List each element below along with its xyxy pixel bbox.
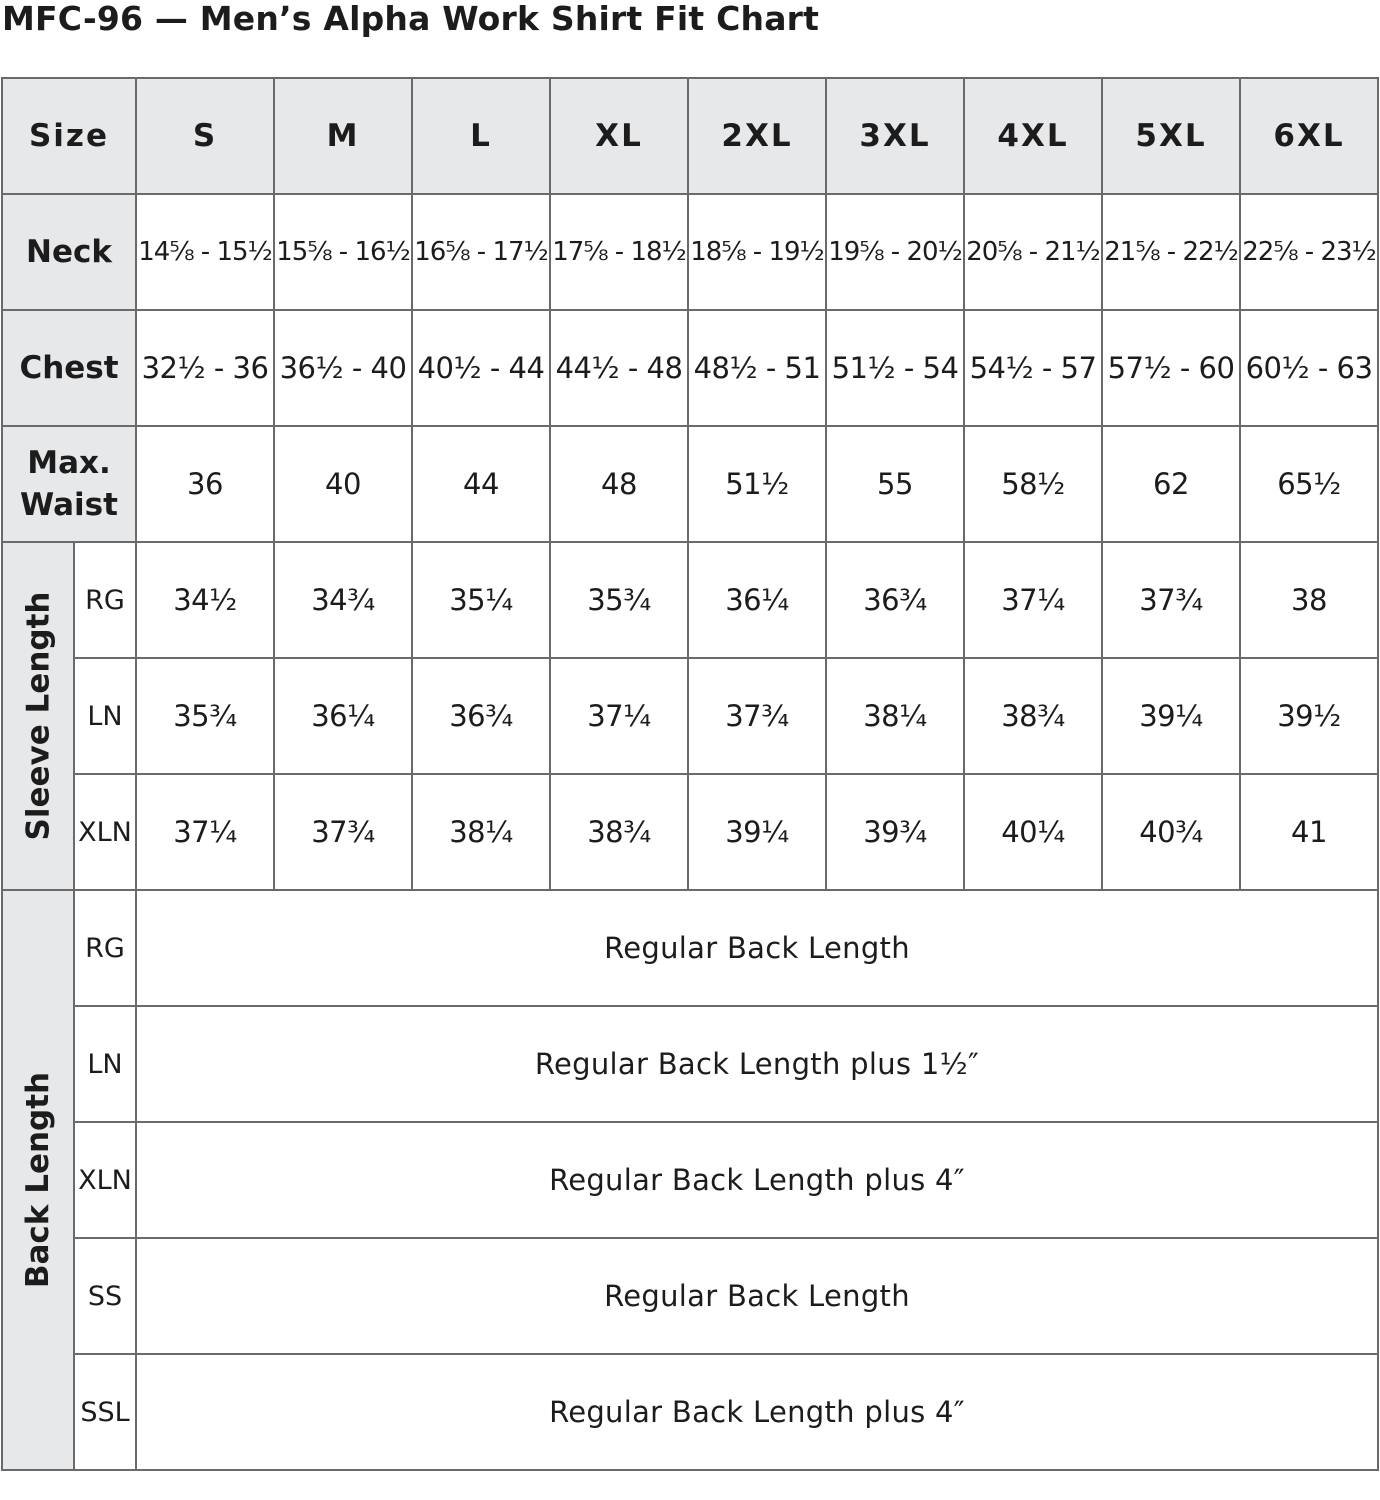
size-header-cell: S xyxy=(136,78,274,194)
size-header-cell: 3XL xyxy=(826,78,964,194)
size-header-cell: 2XL xyxy=(688,78,826,194)
sleeve-value-cell: 36¾ xyxy=(412,658,550,774)
sleeve-value-cell: 38 xyxy=(1240,542,1378,658)
waist-row xyxy=(2,426,1378,542)
sleeve-value-cell: 38¼ xyxy=(412,774,550,890)
chest-value-cell: 51½ - 54 xyxy=(826,310,964,426)
neck-value-cell: 14⅝ - 15½ xyxy=(136,194,274,310)
waist-value-cell: 36 xyxy=(136,426,274,542)
size-header-cell: XL xyxy=(550,78,688,194)
back-length-description: Regular Back Length plus 1½″ xyxy=(136,1006,1378,1122)
waist-label-line2: Waist xyxy=(20,487,118,523)
back-length-description: Regular Back Length plus 4″ xyxy=(136,1122,1378,1238)
back-row-ssl xyxy=(2,1354,1378,1470)
waist-row-label xyxy=(2,426,136,542)
waist-value-cell: 40 xyxy=(274,426,412,542)
waist-value-cell: 58½ xyxy=(964,426,1102,542)
neck-value-cell: 18⅝ - 19½ xyxy=(688,194,826,310)
sleeve-value-cell: 38¼ xyxy=(826,658,964,774)
sleeve-length-group-label xyxy=(2,542,74,890)
back-code-cell: RG xyxy=(74,890,136,1006)
waist-value-cell: 44 xyxy=(412,426,550,542)
neck-value-cell: 19⅝ - 20½ xyxy=(826,194,964,310)
size-header-cell: 6XL xyxy=(1240,78,1378,194)
waist-value-cell: 48 xyxy=(550,426,688,542)
neck-value-cell: 16⅝ - 17½ xyxy=(412,194,550,310)
back-length-description: Regular Back Length plus 4″ xyxy=(136,1354,1378,1470)
sleeve-value-cell: 34½ xyxy=(136,542,274,658)
neck-row-label: Neck xyxy=(2,194,136,310)
size-header-cell: M xyxy=(274,78,412,194)
size-header-row xyxy=(2,78,1378,194)
sleeve-value-cell: 37¼ xyxy=(550,658,688,774)
chest-value-cell: 44½ - 48 xyxy=(550,310,688,426)
chest-value-cell: 32½ - 36 xyxy=(136,310,274,426)
sleeve-value-cell: 35¾ xyxy=(136,658,274,774)
sleeve-value-cell: 36¾ xyxy=(826,542,964,658)
sleeve-value-cell: 35¼ xyxy=(412,542,550,658)
back-code-cell: SS xyxy=(74,1238,136,1354)
neck-value-cell: 21⅝ - 22½ xyxy=(1102,194,1240,310)
fit-chart-table xyxy=(1,77,1379,1471)
back-length-description: Regular Back Length xyxy=(136,1238,1378,1354)
sleeve-value-cell: 39¼ xyxy=(1102,658,1240,774)
waist-label-line1: Max. xyxy=(27,445,111,481)
chest-value-cell: 36½ - 40 xyxy=(274,310,412,426)
chest-row xyxy=(2,310,1378,426)
sleeve-value-cell: 40¾ xyxy=(1102,774,1240,890)
back-length-group-label xyxy=(2,890,74,1470)
sleeve-value-cell: 38¾ xyxy=(550,774,688,890)
chest-row-label: Chest xyxy=(2,310,136,426)
chest-value-cell: 60½ - 63 xyxy=(1240,310,1378,426)
back-row-rg xyxy=(2,890,1378,1006)
waist-value-cell: 62 xyxy=(1102,426,1240,542)
sleeve-row-ln xyxy=(2,658,1378,774)
neck-value-cell: 15⅝ - 16½ xyxy=(274,194,412,310)
waist-value-cell: 65½ xyxy=(1240,426,1378,542)
neck-value-cell: 17⅝ - 18½ xyxy=(550,194,688,310)
size-header-cell: L xyxy=(412,78,550,194)
sleeve-row-rg xyxy=(2,542,1378,658)
size-header-cell: 4XL xyxy=(964,78,1102,194)
sleeve-value-cell: 41 xyxy=(1240,774,1378,890)
sleeve-value-cell: 39½ xyxy=(1240,658,1378,774)
sleeve-value-cell: 36¼ xyxy=(688,542,826,658)
sleeve-length-label: Sleeve Length xyxy=(20,591,56,841)
sleeve-code-cell: XLN xyxy=(74,774,136,890)
sleeve-row-xln xyxy=(2,774,1378,890)
back-row-ss xyxy=(2,1238,1378,1354)
sleeve-value-cell: 37¾ xyxy=(274,774,412,890)
waist-value-cell: 51½ xyxy=(688,426,826,542)
sleeve-value-cell: 37¼ xyxy=(964,542,1102,658)
waist-value-cell: 55 xyxy=(826,426,964,542)
sleeve-value-cell: 34¾ xyxy=(274,542,412,658)
back-code-cell: XLN xyxy=(74,1122,136,1238)
back-length-description: Regular Back Length xyxy=(136,890,1378,1006)
size-row-label: Size xyxy=(2,78,136,194)
neck-value-cell: 22⅝ - 23½ xyxy=(1240,194,1378,310)
sleeve-value-cell: 35¾ xyxy=(550,542,688,658)
back-code-cell: SSL xyxy=(74,1354,136,1470)
sleeve-value-cell: 37¼ xyxy=(136,774,274,890)
size-header-cell: 5XL xyxy=(1102,78,1240,194)
sleeve-code-cell: LN xyxy=(74,658,136,774)
neck-row xyxy=(2,194,1378,310)
page-title: MFC-96 — Men’s Alpha Work Shirt Fit Chart xyxy=(2,0,820,38)
back-length-label: Back Length xyxy=(20,1071,57,1289)
back-code-cell: LN xyxy=(74,1006,136,1122)
sleeve-value-cell: 37¾ xyxy=(688,658,826,774)
neck-value-cell: 20⅝ - 21½ xyxy=(964,194,1102,310)
sleeve-value-cell: 37¾ xyxy=(1102,542,1240,658)
chest-value-cell: 40½ - 44 xyxy=(412,310,550,426)
sleeve-value-cell: 38¾ xyxy=(964,658,1102,774)
sleeve-value-cell: 40¼ xyxy=(964,774,1102,890)
chest-value-cell: 54½ - 57 xyxy=(964,310,1102,426)
back-row-ln xyxy=(2,1006,1378,1122)
sleeve-value-cell: 36¼ xyxy=(274,658,412,774)
chest-value-cell: 48½ - 51 xyxy=(688,310,826,426)
chest-value-cell: 57½ - 60 xyxy=(1102,310,1240,426)
back-row-xln xyxy=(2,1122,1378,1238)
sleeve-code-cell: RG xyxy=(74,542,136,658)
sleeve-value-cell: 39¾ xyxy=(826,774,964,890)
sleeve-value-cell: 39¼ xyxy=(688,774,826,890)
